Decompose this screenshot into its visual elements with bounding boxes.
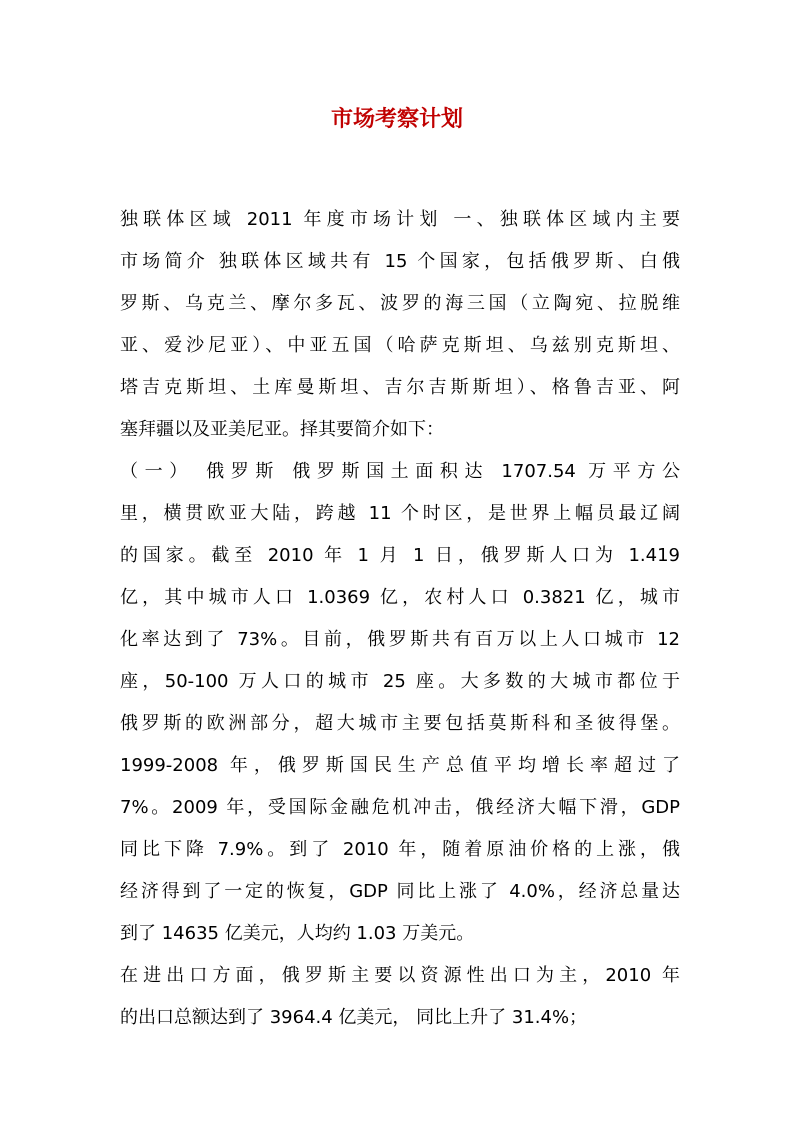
text-line: 1999-2008 年，俄罗斯国民生产总值平均增长率超过了 xyxy=(120,755,680,776)
text-line: 同比下降 7.9%。到了 2010 年，随着原油价格的上涨，俄 xyxy=(120,839,680,860)
text-line: 7%。2009 年，受国际金融危机冲击，俄经济大幅下滑，GDP xyxy=(120,797,680,818)
text-line: 的出口总额达到了 3964.4 亿美元， 同比上升了 31.4%； xyxy=(120,1007,588,1028)
text-line: 化率达到了 73%。目前，俄罗斯共有百万以上人口城市 12 xyxy=(120,629,680,650)
text-line: 罗斯、乌克兰、摩尔多瓦、波罗的海三国（立陶宛、拉脱维 xyxy=(120,293,680,314)
text-line: 塔吉克斯坦、土库曼斯坦、吉尔吉斯斯坦）、格鲁吉亚、阿 xyxy=(120,377,680,398)
text-line: 亚、爱沙尼亚）、中亚五国（哈萨克斯坦、乌兹别克斯坦、 xyxy=(120,335,680,356)
text-line: 俄罗斯的欧洲部分，超大城市主要包括莫斯科和圣彼得堡。 xyxy=(120,713,680,734)
text-line: 独联体区域 2011 年度市场计划 一、独联体区域内主要 xyxy=(120,209,680,230)
text-line: 市场简介 独联体区域共有 15 个国家，包括俄罗斯、白俄 xyxy=(120,251,680,272)
text-line: 座，50-100 万人口的城市 25 座。大多数的大城市都位于 xyxy=(120,671,680,692)
text-line: 经济得到了一定的恢复，GDP 同比上涨了 4.0%，经济总量达 xyxy=(120,881,680,902)
text-line: 到了 14635 亿美元，人均约 1.03 万美元。 xyxy=(120,923,475,944)
text-line: 亿，其中城市人口 1.0369 亿，农村人口 0.3821 亿，城市 xyxy=(120,587,680,608)
text-line: 在进出口方面，俄罗斯主要以资源性出口为主，2010 年 xyxy=(120,965,680,986)
text-line: 的国家。截至 2010 年 1 月 1 日，俄罗斯人口为 1.419 xyxy=(120,545,680,566)
text-line: （一） 俄罗斯 俄罗斯国土面积达 1707.54 万平方公 xyxy=(120,461,680,482)
text-line: 里，横贯欧亚大陆，跨越 11 个时区，是世界上幅员最辽阔 xyxy=(120,503,680,524)
document-title: 市场考察计划 xyxy=(330,106,463,132)
text-line: 塞拜疆以及亚美尼亚。择其要简介如下： xyxy=(120,419,444,440)
